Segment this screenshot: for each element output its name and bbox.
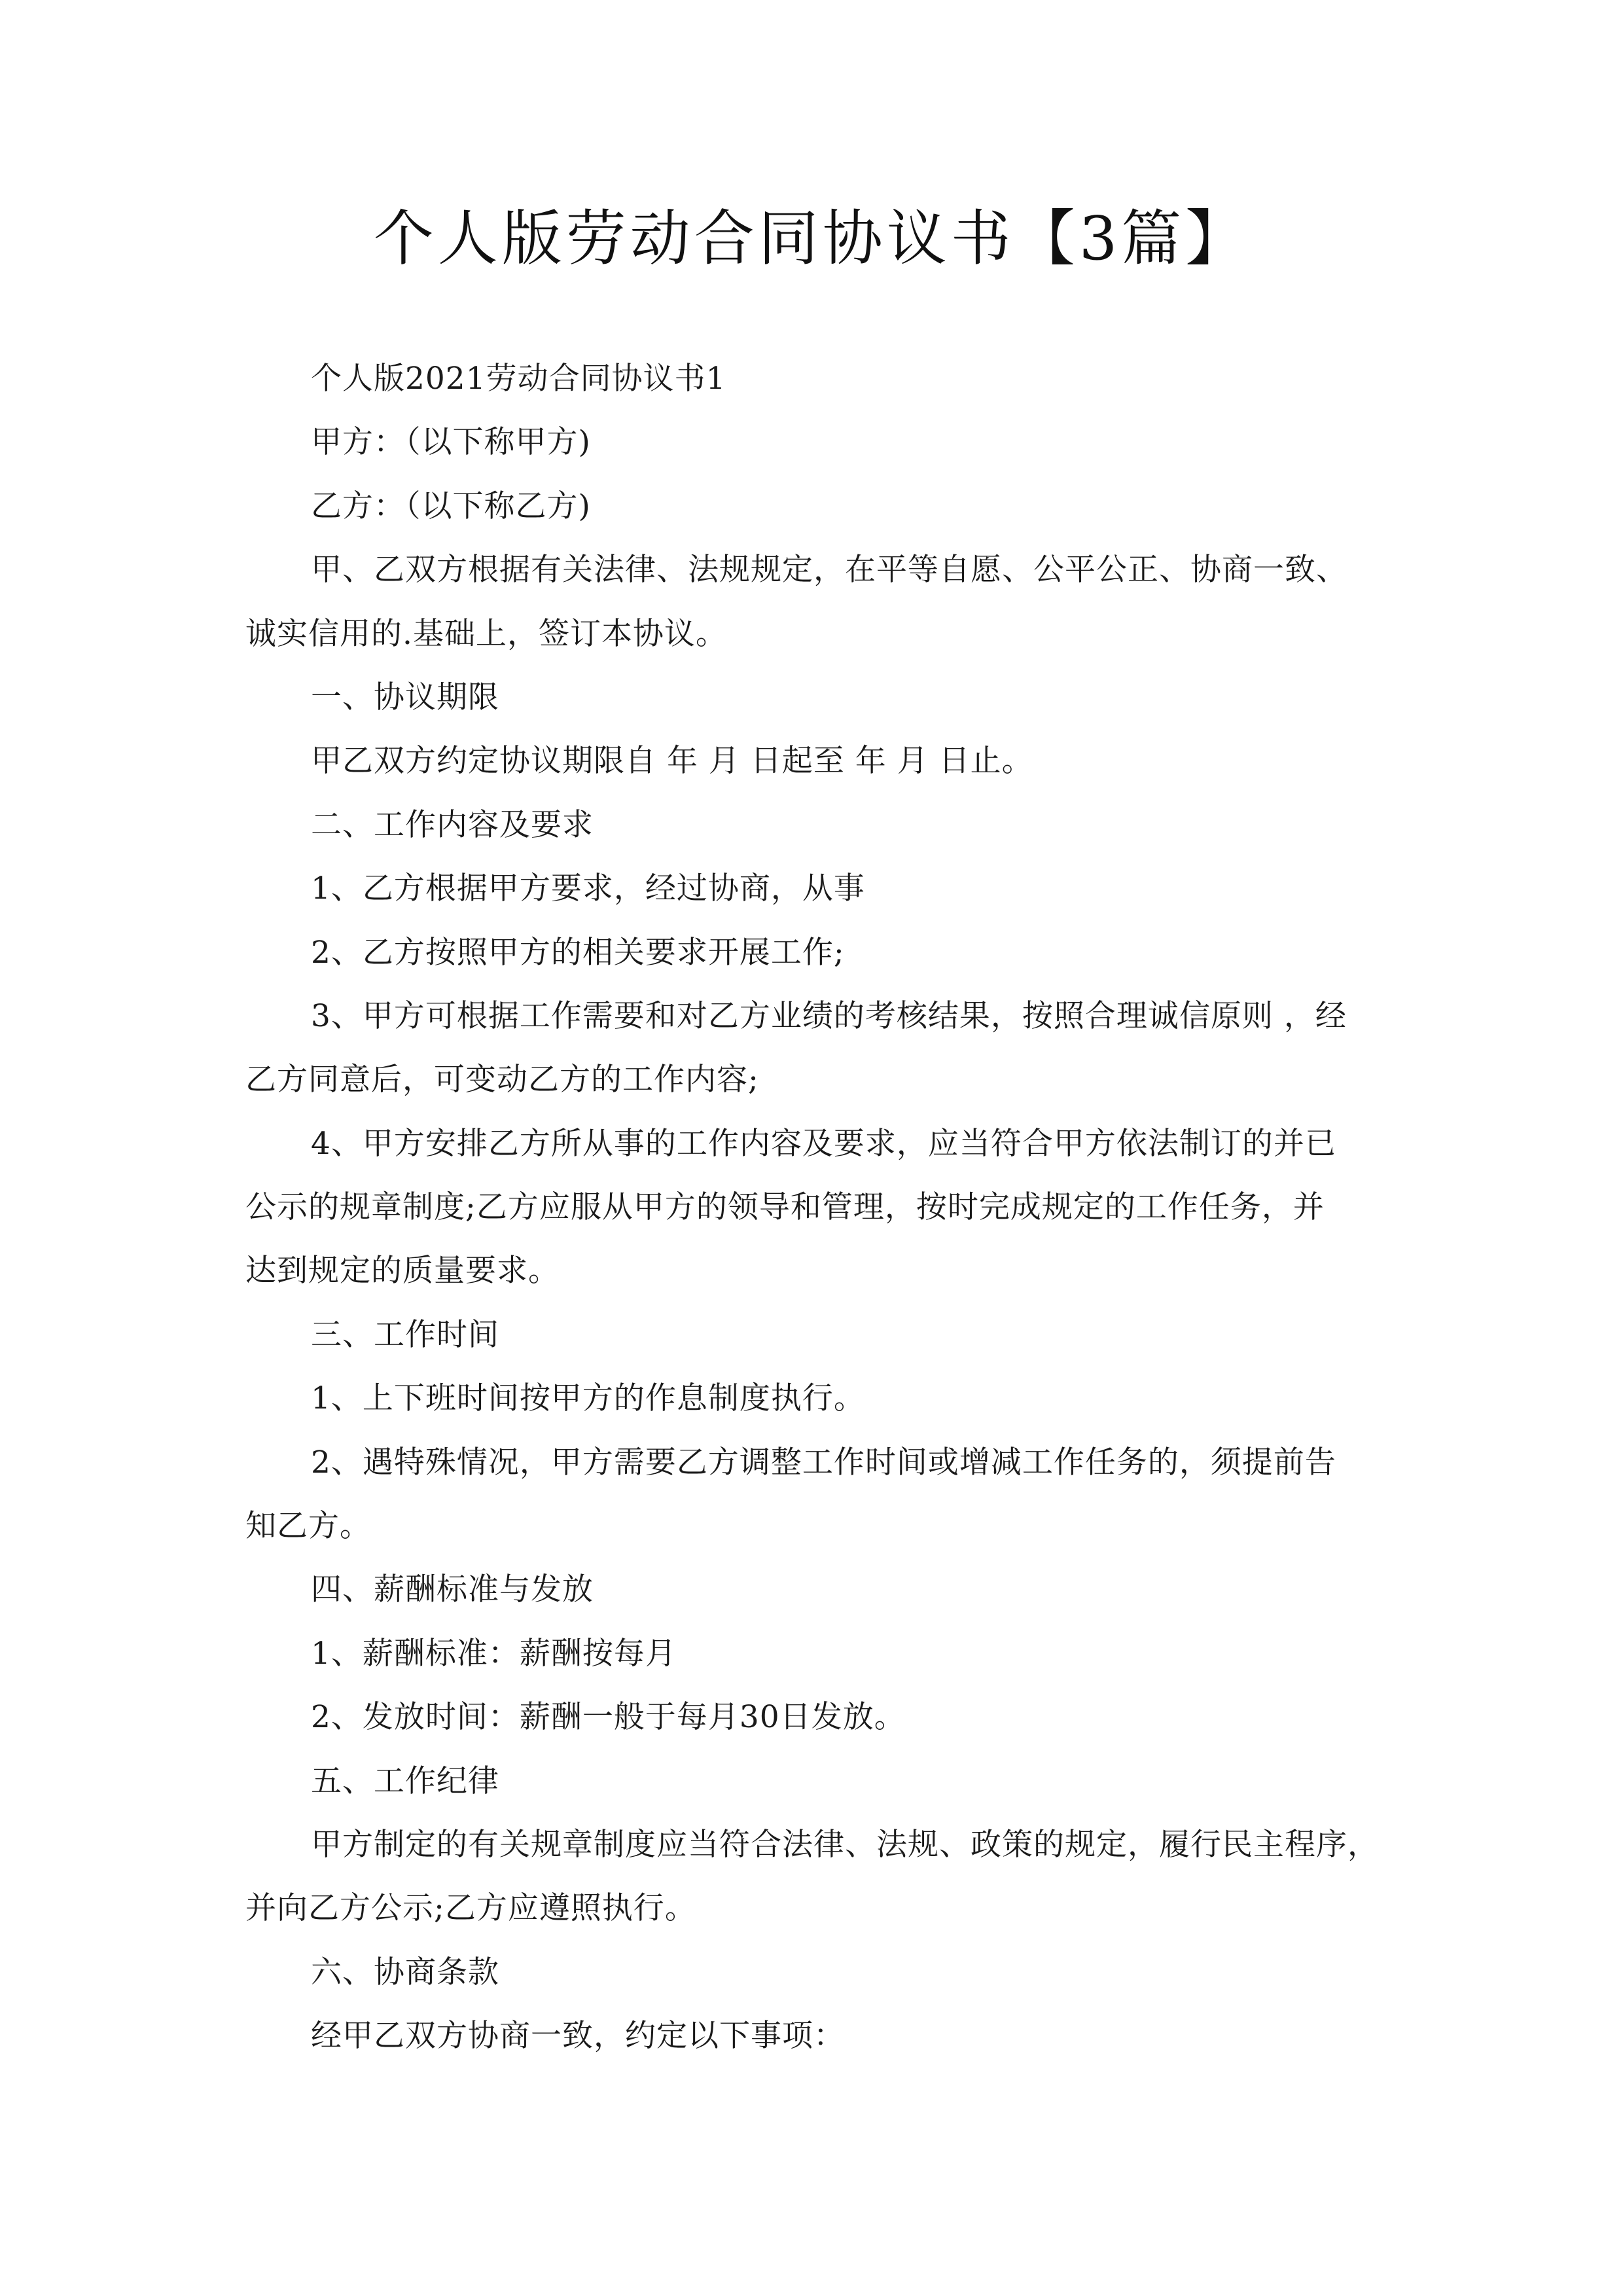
list-item-continuation: 达到规定的质量要求。 — [245, 1253, 560, 1289]
list-item: 2、乙方按照甲方的相关要求开展工作; — [311, 934, 845, 971]
section-heading: 六、协商条款 — [311, 1954, 499, 1990]
list-item: 3、甲方可根据工作需要和对乙方业绩的考核结果，按照合理诚信原则 ，经 — [311, 997, 1347, 1034]
list-item-continuation: 知乙方。 — [245, 1508, 371, 1545]
paragraph-line: 甲乙双方约定协议期限自 年 月 日起至 年 月 日止。 — [311, 743, 1033, 780]
list-item: 1、薪酬标准：薪酬按每月 — [311, 1635, 677, 1672]
paragraph-line: 经甲乙双方协商一致，约定以下事项： — [311, 2018, 845, 2054]
document-body — [245, 347, 1397, 2068]
list-item: 2、遇特殊情况，甲方需要乙方调整工作时间或增减工作任务的，须提前告 — [311, 1444, 1336, 1480]
paragraph-line: 甲、乙双方根据有关法律、法规规定，在平等自愿、公平公正、协商一致、 — [311, 552, 1347, 588]
list-item-continuation: 公示的规章制度;乙方应服从甲方的领导和管理，按时完成规定的工作任务，并 — [245, 1189, 1325, 1226]
list-item: 1、乙方根据甲方要求，经过协商，从事 — [311, 870, 865, 907]
list-item: 4、甲方安排乙方所从事的工作内容及要求，应当符合甲方依法制订的并已 — [311, 1125, 1336, 1162]
section-heading: 一、协议期限 — [311, 679, 499, 715]
paragraph-line: 甲方制定的有关规章制度应当符合法律、法规、政策的规定，履行民主程序， — [311, 1826, 1379, 1863]
section-heading: 四、薪酬标准与发放 — [311, 1571, 594, 1608]
subtitle-line: 个人版2021劳动合同协议书1 — [311, 361, 726, 397]
list-item: 1、上下班时间按甲方的作息制度执行。 — [311, 1380, 865, 1417]
paragraph-line: 并向乙方公示;乙方应遵照执行。 — [245, 1890, 696, 1927]
document-title: 个人版劳动合同协议书【3篇】 — [373, 204, 1250, 274]
list-item-continuation: 乙方同意后，可变动乙方的工作内容; — [245, 1062, 759, 1098]
party-a-line: 甲方：（以下称甲方) — [311, 424, 591, 461]
section-heading: 二、工作内容及要求 — [311, 806, 594, 843]
section-heading: 三、工作时间 — [311, 1316, 499, 1353]
list-item: 2、发放时间：薪酬一般于每月30日发放。 — [311, 1699, 906, 1736]
section-heading: 五、工作纪律 — [311, 1763, 499, 1799]
paragraph-line: 诚实信用的.基础上，签订本协议。 — [245, 615, 727, 652]
party-b-line: 乙方：（以下称乙方) — [311, 488, 591, 524]
